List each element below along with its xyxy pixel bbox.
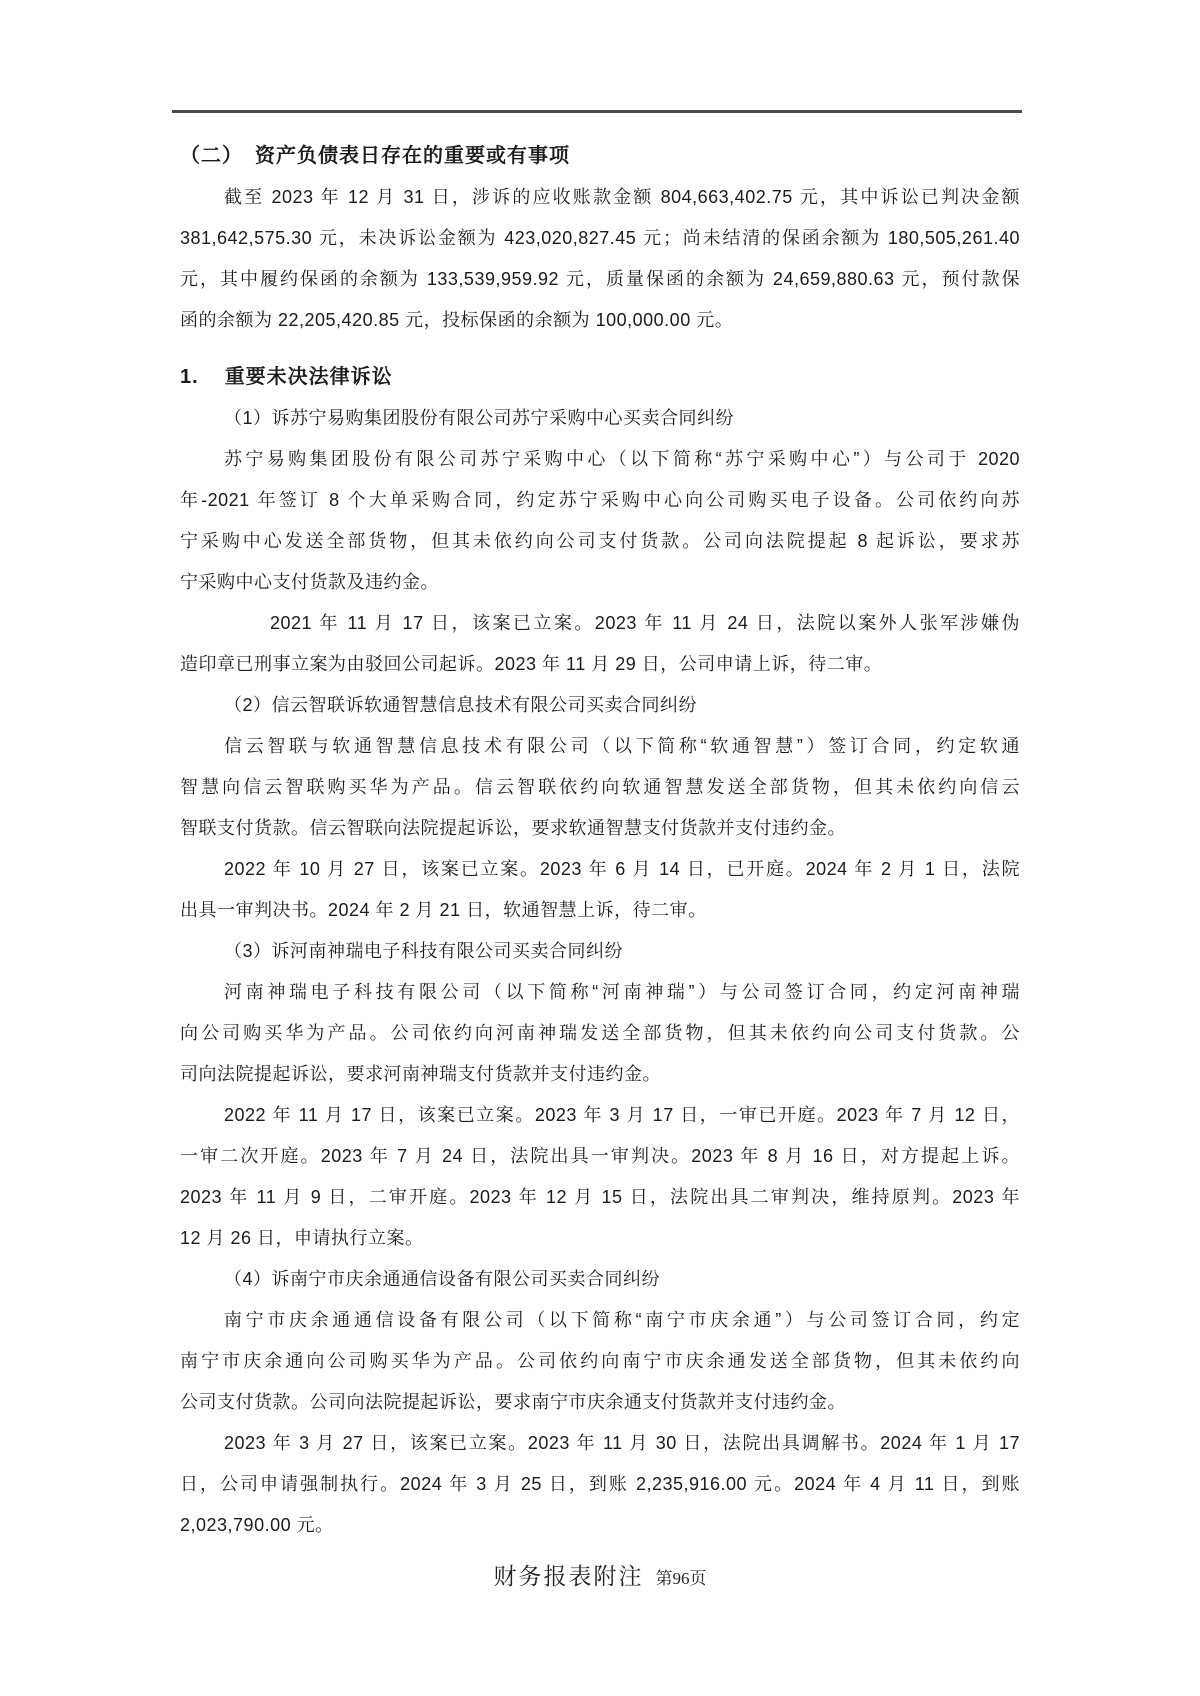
text-line: 2023 年 11 月 9 日，二审开庭。2023 年 12 月 15 日，法院出具二审判决，维持原判。2023 年 [180,1187,1020,1207]
text-line: 宁采购中心支付货款及违约金。 [180,572,439,592]
paragraph-case3-background [180,972,1020,1095]
heading-line: （1）诉苏宁易购集团股份有限公司苏宁采购中心买卖合同纠纷 [224,408,735,428]
text-line: 智慧向信云智联购买华为产品。信云智联依约向软通智慧发送全部货物，但其未依约向信云 [180,777,1020,797]
page-footer [0,1558,1200,1591]
heading-text: 资产负债表日存在的重要或有事项 [255,145,570,167]
text-line: 南宁市庆余通向公司购买华为产品。公司依约向南宁市庆余通发送全部货物，但其未依约向 [180,1351,1020,1371]
text-line: 元，其中履约保函的余额为 133,539,959.92 元，质量保函的余额为 24,659,880.63 元，预付款保 [180,269,1020,289]
text-line: 2022 年 11 月 17 日，该案已立案。2023 年 3 月 17 日，一审已开庭。2023 年 7 月 12 日， [224,1105,1020,1125]
paragraph-case1-background [180,439,1020,603]
text-line: 函的余额为 22,205,420.85 元，投标保函的余额为 100,000.00 元。 [180,310,734,330]
sub-heading-pending-litigation [180,357,1020,398]
text-line: 出具一审判决书。2024 年 2 月 21 日，软通智慧上诉，待二审。 [180,900,707,920]
heading-line: （4）诉南宁市庆余通通信设备有限公司买卖合同纠纷 [224,1269,661,1289]
text-line: 2022 年 10 月 27 日，该案已立案。2023 年 6 月 14 日，已开庭。2024 年 2 月 1 日，法院 [224,859,1020,879]
document-body [180,136,1020,1546]
text-line: 一审二次开庭。2023 年 7 月 24 日，法院出具一审判决。2023 年 8 月 16 日，对方提起上诉。 [180,1146,1020,1166]
text-line: 2023 年 3 月 27 日，该案已立案。2023 年 11 月 30 日，法院出具调解书。2024 年 1 月 17 [224,1433,1020,1453]
header-rule [172,110,1022,113]
text-line: 2,023,790.00 元。 [180,1515,334,1535]
paragraph-case3-timeline [180,1095,1020,1259]
text-line: 截至 2023 年 12 月 31 日，涉诉的应收账款金额 804,663,402.75 元，其中诉讼已判决金额 [224,187,1020,207]
heading-text: 重要未决法律诉讼 [224,366,393,388]
case-item-2 [180,685,1020,726]
text-line: 年-2021 年签订 8 个大单采购合同，约定苏宁采购中心向公司购买电子设备。公司依约向苏 [180,490,1020,510]
heading-number: （二） [180,145,243,167]
paragraph-case2-background [180,726,1020,849]
case-item-3 [180,931,1020,972]
case-item-1 [180,398,1020,439]
footer-title: 财务报表附注 [493,1564,644,1589]
heading-line: （2）信云智联诉软通智慧信息技术有限公司买卖合同纠纷 [224,695,698,715]
text-line: 河南神瑞电子科技有限公司（以下简称“河南神瑞”）与公司签订合同，约定河南神瑞 [224,982,1020,1002]
paragraph-case4-background [180,1300,1020,1423]
case-item-4 [180,1259,1020,1300]
text-line: 12 月 26 日，申请执行立案。 [180,1228,424,1248]
section-heading [180,136,1020,177]
paragraph-case1-timeline [180,603,1020,685]
paragraph-case2-timeline [180,849,1020,931]
text-line: 南宁市庆余通通信设备有限公司（以下简称“南宁市庆余通”）与公司签订合同，约定 [224,1310,1020,1330]
footer-page-number: 第96页 [655,1569,707,1588]
paragraph-case4-timeline [180,1423,1020,1546]
heading-line: （3）诉河南神瑞电子科技有限公司买卖合同纠纷 [224,941,624,961]
text-line: 司向法院提起诉讼，要求河南神瑞支付货款并支付违约金。 [180,1064,661,1084]
heading-number: 1. [180,366,199,388]
text-line: 苏宁易购集团股份有限公司苏宁采购中心（以下简称“苏宁采购中心”）与公司于 2020 [224,449,1020,469]
heading-line [180,357,1020,398]
heading-line [180,136,1020,177]
text-line: 日，公司申请强制执行。2024 年 3 月 25 日，到账 2,235,916.00 元。2024 年 4 月 11 日，到账 [180,1474,1020,1494]
text-line: 向公司购买华为产品。公司依约向河南神瑞发送全部货物，但其未依约向公司支付货款。公 [180,1023,1020,1043]
text-line: 381,642,575.30 元，未决诉讼金额为 423,020,827.45 元；尚未结清的保函余额为 180,505,261.40 [180,228,1020,248]
text-line: 造印章已刑事立案为由驳回公司起诉。2023 年 11 月 29 日，公司申请上诉，待二审。 [180,654,883,674]
text-line: 公司支付货款。公司向法院提起诉讼，要求南宁市庆余通支付货款并支付违约金。 [180,1392,846,1412]
text-line: 智联支付货款。信云智联向法院提起诉讼，要求软通智慧支付货款并支付违约金。 [180,818,846,838]
paragraph-contingencies [180,177,1020,341]
text-line: 2021 年 11 月 17 日，该案已立案。2023 年 11 月 24 日，法院以案外人张军涉嫌伪 [270,613,1020,633]
text-line: 信云智联与软通智慧信息技术有限公司（以下简称“软通智慧”）签订合同，约定软通 [224,736,1020,756]
text-line: 宁采购中心发送全部货物，但其未依约向公司支付货款。公司向法院提起 8 起诉讼，要求苏 [180,531,1020,551]
